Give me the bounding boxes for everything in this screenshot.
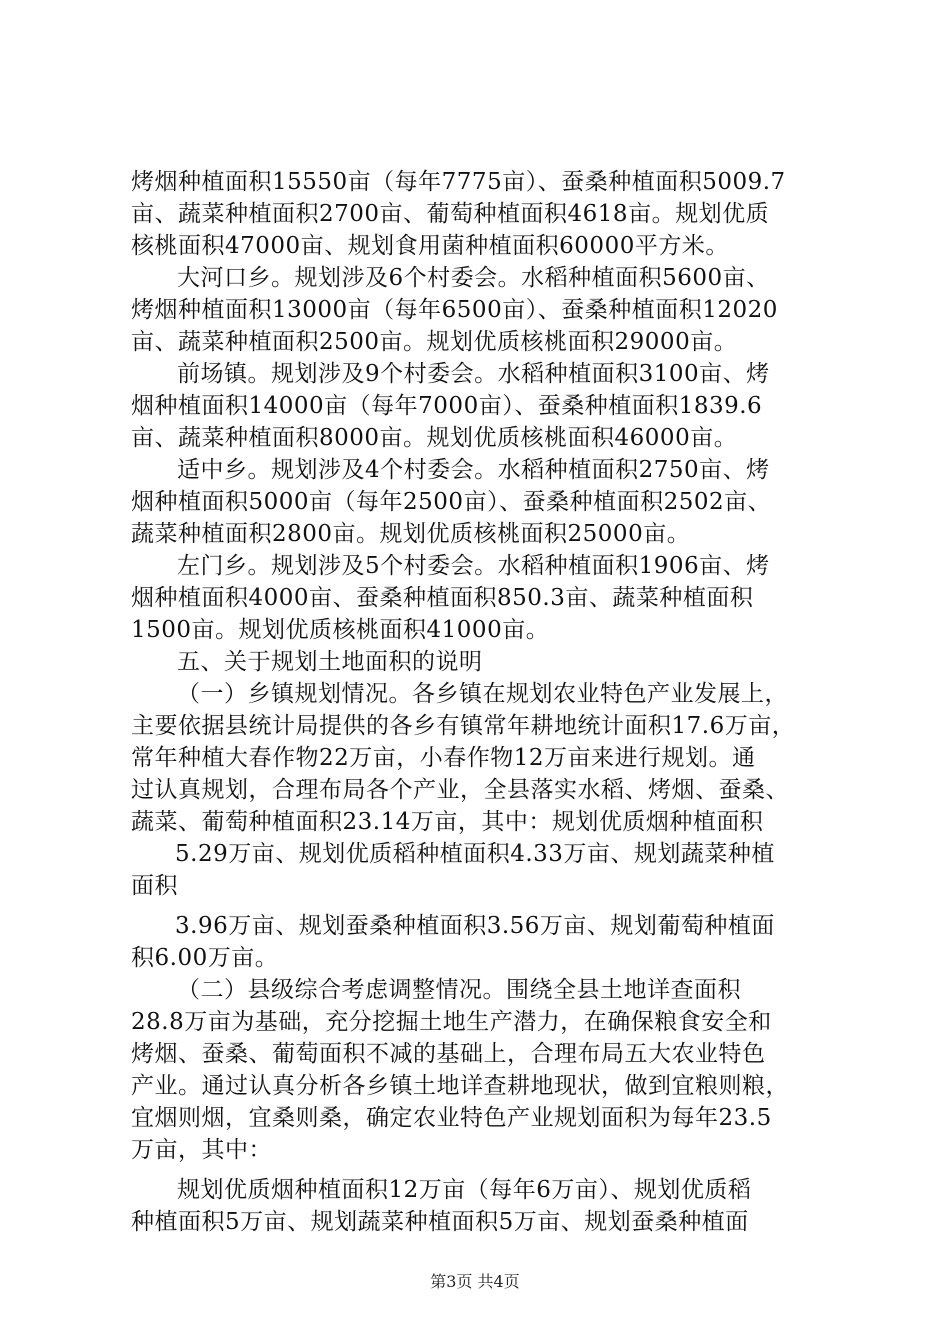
page-number: 第3页 共4页 (430, 1272, 520, 1291)
text-line: 烤烟种植面积15550亩（每年7775亩）、蚕桑种植面积5009.7 (131, 169, 786, 195)
paragraph-start: 规划优质烟种植面积12万亩（每年6万亩）、规划优质稻 (177, 1177, 752, 1203)
text-line: 亩、蔬菜种植面积8000亩。规划优质核桃面积46000亩。 (131, 425, 738, 451)
text-line: 烤烟、蚕桑、葡萄面积不减的基础上，合理布局五大农业特色 (131, 1041, 766, 1067)
text-line: 烤烟种植面积13000亩（每年6500亩）、蚕桑种植面积12020 (131, 297, 778, 323)
paragraph-start: 左门乡。规划涉及5个村委会。水稻种植面积1906亩、烤 (177, 553, 770, 579)
text-line: 1500亩。规划优质核桃面积41000亩。 (131, 617, 550, 643)
paragraph-start: （二）县级综合考虑调整情况。围绕全县土地详查面积 (177, 977, 741, 1003)
text-line: 5.29万亩、规划优质稻种植面积4.33万亩、规划蔬菜种植 (175, 841, 775, 867)
text-line: 烟种植面积14000亩（每年7000亩）、蚕桑种植面积1839.6 (131, 393, 763, 419)
text-line: 主要依据县统计局提供的各乡有镇常年耕地统计面积17.6万亩， (131, 713, 796, 739)
text-line: 蔬菜种植面积2800亩。规划优质核桃面积25000亩。 (131, 521, 691, 547)
text-line: 蔬菜、葡萄种植面积23.14万亩，其中：规划优质烟种植面积 (131, 809, 764, 835)
paragraph-start: 适中乡。规划涉及4个村委会。水稻种植面积2750亩、烤 (177, 457, 770, 483)
text-line: 种植面积5万亩、规划蔬菜种植面积5万亩、规划蚕桑种植面 (131, 1209, 749, 1235)
text-line: 万亩，其中： (131, 1137, 272, 1163)
paragraph-start: （一）乡镇规划情况。各乡镇在规划农业特色产业发展上， (177, 681, 788, 707)
text-line: 亩、蔬菜种植面积2700亩、葡萄种植面积4618亩。规划优质 (131, 201, 770, 227)
text-line: 面积 (131, 873, 178, 899)
document-body (131, 166, 831, 1238)
text-line: 核桃面积47000亩、规划食用菌种植面积60000平方米。 (131, 233, 729, 259)
text-line: 产业。通过认真分析各乡镇土地详查耕地现状，做到宜粮则粮， (131, 1073, 789, 1099)
text-line: 宜烟则烟，宜桑则桑，确定农业特色产业规划面积为每年23.5 (131, 1105, 772, 1131)
text-line: 烟种植面积5000亩（每年2500亩）、蚕桑种植面积2502亩、 (131, 489, 772, 515)
section-heading: 五、关于规划土地面积的说明 (177, 649, 483, 675)
text-line: 积6.00万亩。 (131, 945, 279, 971)
text-line: 3.96万亩、规划蚕桑种植面积3.56万亩、规划葡萄种植面 (175, 913, 775, 939)
text-line: 过认真规划，合理布局各个产业，全县落实水稻、烤烟、蚕桑、 (131, 777, 789, 803)
text-line: 常年种植大春作物22万亩，小春作物12万亩来进行规划。通 (131, 745, 756, 771)
paragraph-start: 大河口乡。规划涉及6个村委会。水稻种植面积5600亩、 (177, 265, 770, 291)
text-line: 28.8万亩为基础，充分挖掘土地生产潜力，在确保粮食安全和 (131, 1009, 772, 1035)
text-line: 亩、蔬菜种植面积2500亩。规划优质核桃面积29000亩。 (131, 329, 738, 355)
text-line: 烟种植面积4000亩、蚕桑种植面积850.3亩、蔬菜种植面积 (131, 585, 754, 611)
paragraph-start: 前场镇。规划涉及9个村委会。水稻种植面积3100亩、烤 (177, 361, 770, 387)
